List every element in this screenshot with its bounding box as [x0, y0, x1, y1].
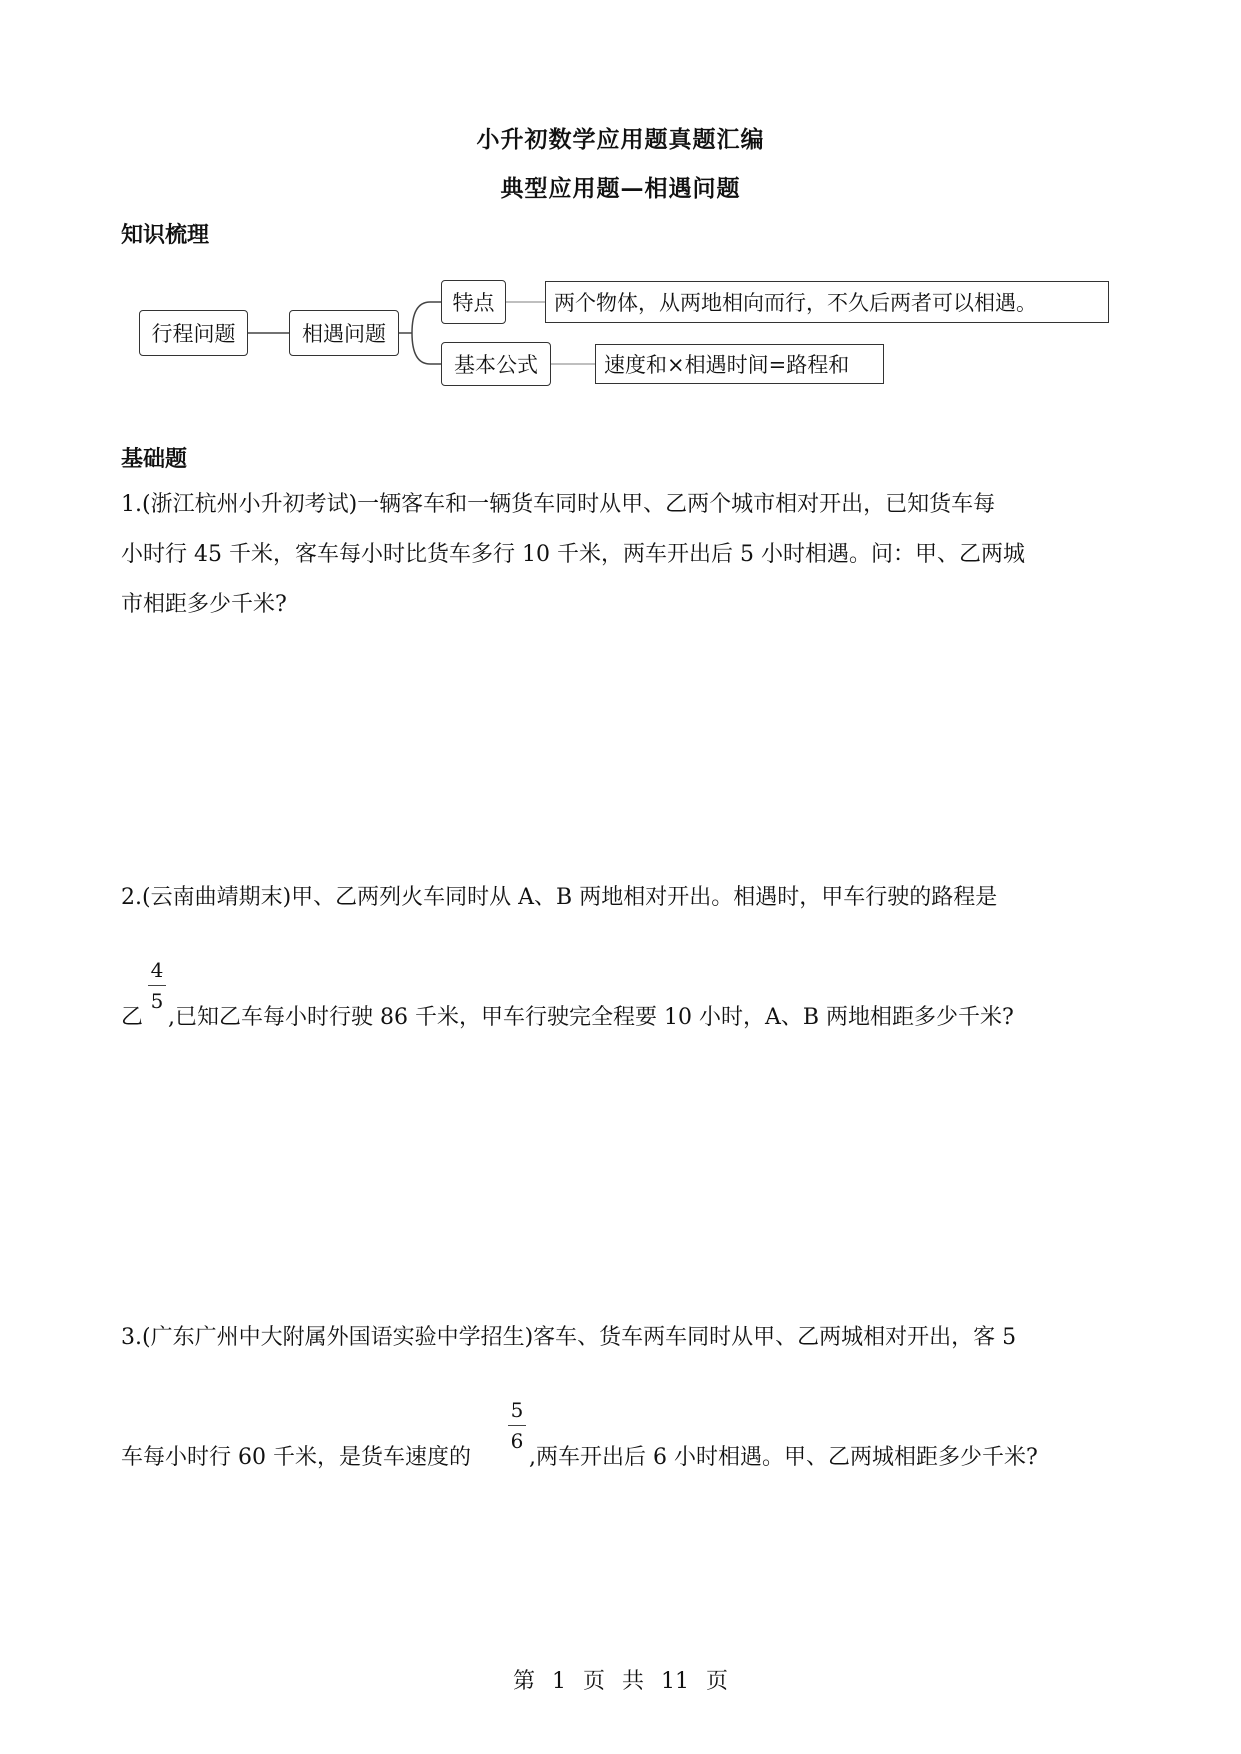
doc-subtitle: 典型应用题—相遇问题	[500, 175, 741, 202]
question-3-fraction	[508, 1398, 526, 1453]
diagram-node-feature: 特点	[441, 280, 506, 324]
page-footer: 第 1 页 共 11 页	[513, 1669, 728, 1694]
question-3-line-2-suffix: ,两车开出后 6 小时相遇。甲、乙两城相距多少千米?	[529, 1445, 1038, 1470]
question-1-line-3: 市相距多少千米?	[121, 592, 287, 617]
fraction-denominator: 5	[150, 989, 164, 1013]
diagram-feature-text: 两个物体，从两地相向而行，不久后两者可以相遇。	[545, 281, 1109, 323]
section-heading-knowledge: 知识梳理	[121, 222, 210, 248]
question-2-fraction	[148, 958, 166, 1013]
diagram-formula-text: 速度和×相遇时间=路程和	[595, 344, 884, 384]
question-2-line-1: 2.(云南曲靖期末)甲、乙两列火车同时从 A、B 两地相对开出。相遇时，甲车行驶的路程是	[121, 885, 998, 910]
question-3-line-2-prefix: 车每小时行 60 千米，是货车速度的	[121, 1445, 471, 1470]
fraction-bar	[148, 985, 166, 986]
connector-branch-curve	[412, 302, 441, 364]
diagram-node-child: 相遇问题	[289, 310, 399, 356]
diagram-node-root: 行程问题	[139, 310, 248, 356]
doc-title: 小升初数学应用题真题汇编	[476, 126, 765, 153]
knowledge-diagram	[0, 0, 1241, 400]
fraction-denominator: 6	[510, 1429, 524, 1453]
fraction-numerator: 4	[150, 958, 164, 982]
question-3-line-1: 3.(广东广州中大附属外国语实验中学招生)客车、货车两车同时从甲、乙两城相对开出，客 5	[121, 1325, 1017, 1350]
fraction-numerator: 5	[510, 1398, 524, 1422]
question-2-line-2-prefix: 乙	[121, 1005, 144, 1030]
question-1-line-2: 小时行 45 千米，客车每小时比货车多行 10 千米，两车开出后 5 小时相遇。问：甲、乙两城	[121, 542, 1025, 567]
fraction-bar	[508, 1425, 526, 1426]
diagram-node-formula: 基本公式	[441, 342, 551, 386]
section-heading-basic: 基础题	[121, 446, 188, 472]
question-1-line-1: 1.(浙江杭州小升初考试)一辆客车和一辆货车同时从甲、乙两个城市相对开出，已知货车每	[121, 492, 996, 517]
question-2-line-2-suffix: ,已知乙车每小时行驶 86 千米，甲车行驶完全程要 10 小时，A、B 两地相距多少千米?	[168, 1005, 1014, 1030]
